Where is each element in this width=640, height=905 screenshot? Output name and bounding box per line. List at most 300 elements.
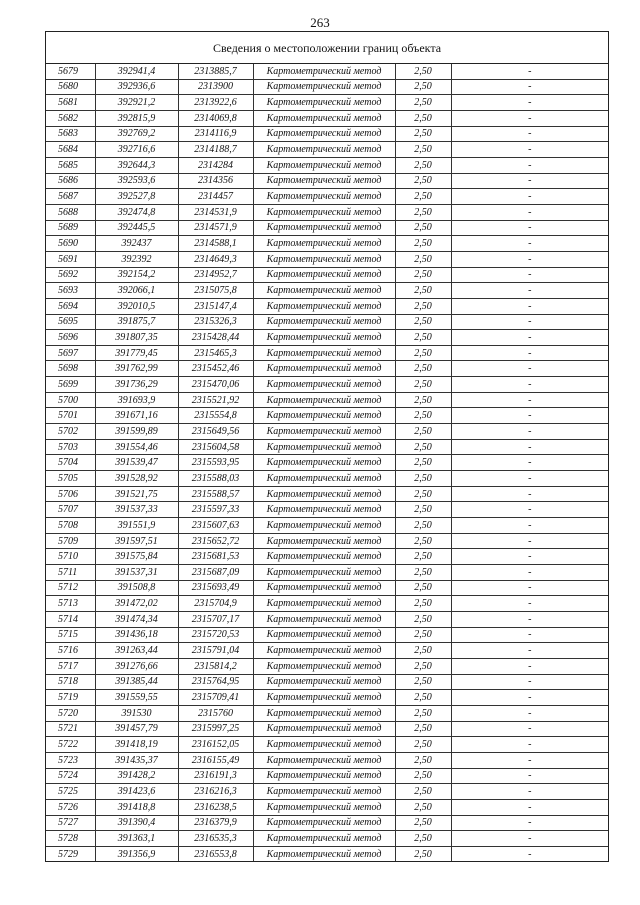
point-number-cell: 5690 xyxy=(46,236,95,252)
description-cell: - xyxy=(451,439,608,455)
y-coordinate-cell: 2315428,44 xyxy=(178,330,253,346)
point-number-cell: 5681 xyxy=(46,95,95,111)
description-cell: - xyxy=(451,220,608,236)
precision-cell: 2,50 xyxy=(395,236,451,252)
point-number-cell: 5694 xyxy=(46,298,95,314)
point-number-cell: 5720 xyxy=(46,705,95,721)
precision-cell: 2,50 xyxy=(395,627,451,643)
table-row xyxy=(46,674,608,690)
description-cell: - xyxy=(451,643,608,659)
precision-cell: 2,50 xyxy=(395,361,451,377)
table-row xyxy=(46,424,608,440)
y-coordinate-cell: 2316152,05 xyxy=(178,737,253,753)
point-number-cell: 5696 xyxy=(46,330,95,346)
table-row xyxy=(46,283,608,299)
description-cell: - xyxy=(451,674,608,690)
table-row xyxy=(46,846,608,861)
table-row xyxy=(46,502,608,518)
precision-cell: 2,50 xyxy=(395,64,451,79)
description-cell: - xyxy=(451,408,608,424)
point-number-cell: 5685 xyxy=(46,157,95,173)
table-row xyxy=(46,690,608,706)
point-number-cell: 5716 xyxy=(46,643,95,659)
y-coordinate-cell: 2316238,5 xyxy=(178,799,253,815)
x-coordinate-cell: 392527,8 xyxy=(95,189,178,205)
precision-cell: 2,50 xyxy=(395,502,451,518)
table-row xyxy=(46,705,608,721)
description-cell: - xyxy=(451,486,608,502)
precision-cell: 2,50 xyxy=(395,110,451,126)
table-row xyxy=(46,549,608,565)
description-cell: - xyxy=(451,392,608,408)
y-coordinate-cell: 2314356 xyxy=(178,173,253,189)
point-number-cell: 5723 xyxy=(46,752,95,768)
table-row xyxy=(46,784,608,800)
precision-cell: 2,50 xyxy=(395,799,451,815)
point-number-cell: 5684 xyxy=(46,142,95,158)
precision-cell: 2,50 xyxy=(395,846,451,861)
precision-cell: 2,50 xyxy=(395,283,451,299)
precision-cell: 2,50 xyxy=(395,424,451,440)
precision-cell: 2,50 xyxy=(395,314,451,330)
x-coordinate-cell: 391474,34 xyxy=(95,611,178,627)
point-number-cell: 5718 xyxy=(46,674,95,690)
description-cell: - xyxy=(451,267,608,283)
description-cell: - xyxy=(451,721,608,737)
x-coordinate-cell: 391418,19 xyxy=(95,737,178,753)
x-coordinate-cell: 391276,66 xyxy=(95,658,178,674)
description-cell: - xyxy=(451,110,608,126)
point-number-cell: 5701 xyxy=(46,408,95,424)
y-coordinate-cell: 2315147,4 xyxy=(178,298,253,314)
y-coordinate-cell: 2316191,3 xyxy=(178,768,253,784)
description-cell: - xyxy=(451,126,608,142)
x-coordinate-cell: 392392 xyxy=(95,251,178,267)
method-cell: Картометрический метод xyxy=(253,596,395,612)
table-row xyxy=(46,518,608,534)
table-row xyxy=(46,611,608,627)
description-cell: - xyxy=(451,236,608,252)
x-coordinate-cell: 392066,1 xyxy=(95,283,178,299)
table-row xyxy=(46,361,608,377)
description-cell: - xyxy=(451,565,608,581)
method-cell: Картометрический метод xyxy=(253,392,395,408)
precision-cell: 2,50 xyxy=(395,549,451,565)
precision-cell: 2,50 xyxy=(395,95,451,111)
y-coordinate-cell: 2314952,7 xyxy=(178,267,253,283)
y-coordinate-cell: 2315452,46 xyxy=(178,361,253,377)
method-cell: Картометрический метод xyxy=(253,95,395,111)
method-cell: Картометрический метод xyxy=(253,267,395,283)
x-coordinate-cell: 391762,99 xyxy=(95,361,178,377)
table-row xyxy=(46,189,608,205)
point-number-cell: 5689 xyxy=(46,220,95,236)
table-row xyxy=(46,533,608,549)
point-number-cell: 5725 xyxy=(46,784,95,800)
method-cell: Картометрический метод xyxy=(253,110,395,126)
table-row xyxy=(46,627,608,643)
point-number-cell: 5688 xyxy=(46,204,95,220)
method-cell: Картометрический метод xyxy=(253,64,395,79)
method-cell: Картометрический метод xyxy=(253,674,395,690)
method-cell: Картометрический метод xyxy=(253,831,395,847)
precision-cell: 2,50 xyxy=(395,737,451,753)
point-number-cell: 5699 xyxy=(46,377,95,393)
description-cell: - xyxy=(451,752,608,768)
method-cell: Картометрический метод xyxy=(253,580,395,596)
x-coordinate-cell: 392010,5 xyxy=(95,298,178,314)
method-cell: Картометрический метод xyxy=(253,189,395,205)
description-cell: - xyxy=(451,79,608,95)
description-cell: - xyxy=(451,831,608,847)
method-cell: Картометрический метод xyxy=(253,768,395,784)
table-row xyxy=(46,799,608,815)
precision-cell: 2,50 xyxy=(395,721,451,737)
table-row xyxy=(46,95,608,111)
method-cell: Картометрический метод xyxy=(253,439,395,455)
method-cell: Картометрический метод xyxy=(253,157,395,173)
y-coordinate-cell: 2315604,58 xyxy=(178,439,253,455)
point-number-cell: 5682 xyxy=(46,110,95,126)
precision-cell: 2,50 xyxy=(395,455,451,471)
point-number-cell: 5728 xyxy=(46,831,95,847)
description-cell: - xyxy=(451,627,608,643)
y-coordinate-cell: 2315554,8 xyxy=(178,408,253,424)
x-coordinate-cell: 391554,46 xyxy=(95,439,178,455)
description-cell: - xyxy=(451,455,608,471)
point-number-cell: 5698 xyxy=(46,361,95,377)
x-coordinate-cell: 391537,33 xyxy=(95,502,178,518)
point-number-cell: 5727 xyxy=(46,815,95,831)
point-number-cell: 5705 xyxy=(46,471,95,487)
point-number-cell: 5726 xyxy=(46,799,95,815)
y-coordinate-cell: 2315652,72 xyxy=(178,533,253,549)
precision-cell: 2,50 xyxy=(395,784,451,800)
description-cell: - xyxy=(451,95,608,111)
x-coordinate-cell: 391807,35 xyxy=(95,330,178,346)
y-coordinate-cell: 2314116,9 xyxy=(178,126,253,142)
description-cell: - xyxy=(451,533,608,549)
table-row xyxy=(46,126,608,142)
method-cell: Картометрический метод xyxy=(253,330,395,346)
method-cell: Картометрический метод xyxy=(253,737,395,753)
table-row xyxy=(46,251,608,267)
y-coordinate-cell: 2315693,49 xyxy=(178,580,253,596)
x-coordinate-cell: 391875,7 xyxy=(95,314,178,330)
x-coordinate-cell: 392445,5 xyxy=(95,220,178,236)
description-cell: - xyxy=(451,283,608,299)
table-row xyxy=(46,439,608,455)
description-cell: - xyxy=(451,157,608,173)
x-coordinate-cell: 391356,9 xyxy=(95,846,178,861)
y-coordinate-cell: 2315764,95 xyxy=(178,674,253,690)
x-coordinate-cell: 391521,75 xyxy=(95,486,178,502)
table-row xyxy=(46,721,608,737)
point-number-cell: 5722 xyxy=(46,737,95,753)
y-coordinate-cell: 2315709,41 xyxy=(178,690,253,706)
y-coordinate-cell: 2316553,8 xyxy=(178,846,253,861)
method-cell: Картометрический метод xyxy=(253,533,395,549)
x-coordinate-cell: 391363,1 xyxy=(95,831,178,847)
method-cell: Картометрический метод xyxy=(253,784,395,800)
point-number-cell: 5680 xyxy=(46,79,95,95)
x-coordinate-cell: 391435,37 xyxy=(95,752,178,768)
method-cell: Картометрический метод xyxy=(253,455,395,471)
x-coordinate-cell: 391599,89 xyxy=(95,424,178,440)
table-row xyxy=(46,79,608,95)
description-cell: - xyxy=(451,737,608,753)
method-cell: Картометрический метод xyxy=(253,658,395,674)
method-cell: Картометрический метод xyxy=(253,173,395,189)
point-number-cell: 5700 xyxy=(46,392,95,408)
table-row xyxy=(46,643,608,659)
precision-cell: 2,50 xyxy=(395,565,451,581)
x-coordinate-cell: 392921,2 xyxy=(95,95,178,111)
description-cell: - xyxy=(451,345,608,361)
method-cell: Картометрический метод xyxy=(253,502,395,518)
page-number: 263 xyxy=(310,15,330,30)
point-number-cell: 5717 xyxy=(46,658,95,674)
method-cell: Картометрический метод xyxy=(253,518,395,534)
x-coordinate-cell: 392474,8 xyxy=(95,204,178,220)
point-number-cell: 5691 xyxy=(46,251,95,267)
table-row xyxy=(46,768,608,784)
point-number-cell: 5704 xyxy=(46,455,95,471)
y-coordinate-cell: 2315607,63 xyxy=(178,518,253,534)
x-coordinate-cell: 391539,47 xyxy=(95,455,178,471)
precision-cell: 2,50 xyxy=(395,173,451,189)
y-coordinate-cell: 2314571,9 xyxy=(178,220,253,236)
method-cell: Картометрический метод xyxy=(253,220,395,236)
y-coordinate-cell: 2315814,2 xyxy=(178,658,253,674)
method-cell: Картометрический метод xyxy=(253,611,395,627)
x-coordinate-cell: 391575,84 xyxy=(95,549,178,565)
y-coordinate-cell: 2315521,92 xyxy=(178,392,253,408)
table-row xyxy=(46,330,608,346)
method-cell: Картометрический метод xyxy=(253,565,395,581)
table-row xyxy=(46,64,608,79)
x-coordinate-cell: 391418,8 xyxy=(95,799,178,815)
precision-cell: 2,50 xyxy=(395,486,451,502)
point-number-cell: 5706 xyxy=(46,486,95,502)
method-cell: Картометрический метод xyxy=(253,799,395,815)
table-row xyxy=(46,831,608,847)
precision-cell: 2,50 xyxy=(395,330,451,346)
precision-cell: 2,50 xyxy=(395,768,451,784)
x-coordinate-cell: 392769,2 xyxy=(95,126,178,142)
x-coordinate-cell: 391385,44 xyxy=(95,674,178,690)
table-row xyxy=(46,220,608,236)
x-coordinate-cell: 391508,8 xyxy=(95,580,178,596)
point-number-cell: 5692 xyxy=(46,267,95,283)
table-row xyxy=(46,110,608,126)
x-coordinate-cell: 391559,55 xyxy=(95,690,178,706)
description-cell: - xyxy=(451,518,608,534)
precision-cell: 2,50 xyxy=(395,79,451,95)
table-row xyxy=(46,345,608,361)
y-coordinate-cell: 2313922,6 xyxy=(178,95,253,111)
y-coordinate-cell: 2314284 xyxy=(178,157,253,173)
precision-cell: 2,50 xyxy=(395,157,451,173)
precision-cell: 2,50 xyxy=(395,831,451,847)
method-cell: Картометрический метод xyxy=(253,721,395,737)
description-cell: - xyxy=(451,314,608,330)
x-coordinate-cell: 391736,29 xyxy=(95,377,178,393)
y-coordinate-cell: 2315707,17 xyxy=(178,611,253,627)
x-coordinate-cell: 391472,02 xyxy=(95,596,178,612)
y-coordinate-cell: 2314069,8 xyxy=(178,110,253,126)
y-coordinate-cell: 2315597,33 xyxy=(178,502,253,518)
method-cell: Картометрический метод xyxy=(253,408,395,424)
precision-cell: 2,50 xyxy=(395,298,451,314)
precision-cell: 2,50 xyxy=(395,377,451,393)
point-number-cell: 5707 xyxy=(46,502,95,518)
precision-cell: 2,50 xyxy=(395,674,451,690)
point-number-cell: 5697 xyxy=(46,345,95,361)
y-coordinate-cell: 2314188,7 xyxy=(178,142,253,158)
description-cell: - xyxy=(451,298,608,314)
table-row xyxy=(46,392,608,408)
point-number-cell: 5713 xyxy=(46,596,95,612)
table-row xyxy=(46,737,608,753)
description-cell: - xyxy=(451,502,608,518)
method-cell: Картометрический метод xyxy=(253,283,395,299)
description-cell: - xyxy=(451,189,608,205)
description-cell: - xyxy=(451,330,608,346)
x-coordinate-cell: 391428,2 xyxy=(95,768,178,784)
precision-cell: 2,50 xyxy=(395,690,451,706)
description-cell: - xyxy=(451,471,608,487)
table-row xyxy=(46,204,608,220)
method-cell: Картометрический метод xyxy=(253,643,395,659)
table-row xyxy=(46,815,608,831)
x-coordinate-cell: 392154,2 xyxy=(95,267,178,283)
point-number-cell: 5709 xyxy=(46,533,95,549)
precision-cell: 2,50 xyxy=(395,580,451,596)
x-coordinate-cell: 391597,51 xyxy=(95,533,178,549)
precision-cell: 2,50 xyxy=(395,220,451,236)
table-row xyxy=(46,173,608,189)
description-cell: - xyxy=(451,799,608,815)
point-number-cell: 5683 xyxy=(46,126,95,142)
x-coordinate-cell: 392644,3 xyxy=(95,157,178,173)
coordinates-table-body xyxy=(46,64,608,861)
y-coordinate-cell: 2316155,49 xyxy=(178,752,253,768)
point-number-cell: 5724 xyxy=(46,768,95,784)
description-cell: - xyxy=(451,690,608,706)
method-cell: Картометрический метод xyxy=(253,377,395,393)
method-cell: Картометрический метод xyxy=(253,815,395,831)
y-coordinate-cell: 2314531,9 xyxy=(178,204,253,220)
description-cell: - xyxy=(451,768,608,784)
y-coordinate-cell: 2315997,25 xyxy=(178,721,253,737)
y-coordinate-cell: 2315687,09 xyxy=(178,565,253,581)
precision-cell: 2,50 xyxy=(395,471,451,487)
x-coordinate-cell: 391423,6 xyxy=(95,784,178,800)
table-row xyxy=(46,267,608,283)
x-coordinate-cell: 391530 xyxy=(95,705,178,721)
table-row xyxy=(46,471,608,487)
table-row xyxy=(46,455,608,471)
table-row xyxy=(46,377,608,393)
precision-cell: 2,50 xyxy=(395,643,451,659)
point-number-cell: 5729 xyxy=(46,846,95,861)
method-cell: Картометрический метод xyxy=(253,361,395,377)
y-coordinate-cell: 2313885,7 xyxy=(178,64,253,79)
description-cell: - xyxy=(451,784,608,800)
coordinates-table xyxy=(46,64,608,861)
description-cell: - xyxy=(451,658,608,674)
method-cell: Картометрический метод xyxy=(253,314,395,330)
y-coordinate-cell: 2315791,04 xyxy=(178,643,253,659)
method-cell: Картометрический метод xyxy=(253,126,395,142)
point-number-cell: 5679 xyxy=(58,65,78,77)
y-coordinate-cell: 2315588,57 xyxy=(178,486,253,502)
y-coordinate-cell: 2315326,3 xyxy=(178,314,253,330)
precision-cell: 2,50 xyxy=(395,752,451,768)
y-coordinate-cell: 2316535,3 xyxy=(178,831,253,847)
x-coordinate-cell: 392437 xyxy=(95,236,178,252)
x-coordinate-cell: 392593,6 xyxy=(95,173,178,189)
y-coordinate-cell: 2314649,3 xyxy=(178,251,253,267)
y-coordinate-cell: 2315681,53 xyxy=(178,549,253,565)
description-cell: - xyxy=(451,361,608,377)
method-cell: Картометрический метод xyxy=(253,549,395,565)
y-coordinate-cell: 2315720,53 xyxy=(178,627,253,643)
precision-cell: 2,50 xyxy=(395,126,451,142)
point-number-cell: 5703 xyxy=(46,439,95,455)
y-coordinate-cell: 2315588,03 xyxy=(178,471,253,487)
method-cell: Картометрический метод xyxy=(253,705,395,721)
description-cell: - xyxy=(451,64,608,79)
description-cell: - xyxy=(451,596,608,612)
table-row xyxy=(46,658,608,674)
method-cell: Картометрический метод xyxy=(253,236,395,252)
x-coordinate-cell: 391693,9 xyxy=(95,392,178,408)
method-cell: Картометрический метод xyxy=(253,204,395,220)
description-cell: - xyxy=(451,251,608,267)
description-cell: - xyxy=(451,815,608,831)
precision-cell: 2,50 xyxy=(395,267,451,283)
description-cell: - xyxy=(451,142,608,158)
precision-cell: 2,50 xyxy=(395,658,451,674)
table-row xyxy=(46,752,608,768)
method-cell: Картометрический метод xyxy=(253,298,395,314)
table-row xyxy=(46,157,608,173)
y-coordinate-cell: 2314457 xyxy=(178,189,253,205)
method-cell: Картометрический метод xyxy=(253,471,395,487)
y-coordinate-cell: 2314588,1 xyxy=(178,236,253,252)
point-number-cell: 5693 xyxy=(46,283,95,299)
description-cell: - xyxy=(451,705,608,721)
precision-cell: 2,50 xyxy=(395,439,451,455)
method-cell: Картометрический метод xyxy=(253,486,395,502)
precision-cell: 2,50 xyxy=(395,251,451,267)
method-cell: Картометрический метод xyxy=(253,251,395,267)
table-row xyxy=(46,314,608,330)
precision-cell: 2,50 xyxy=(395,204,451,220)
y-coordinate-cell: 2315465,3 xyxy=(178,345,253,361)
description-cell: - xyxy=(451,611,608,627)
method-cell: Картометрический метод xyxy=(253,752,395,768)
precision-cell: 2,50 xyxy=(395,596,451,612)
point-number-cell: 5719 xyxy=(46,690,95,706)
precision-cell: 2,50 xyxy=(395,408,451,424)
point-number-cell: 5695 xyxy=(46,314,95,330)
x-coordinate-cell: 391671,16 xyxy=(95,408,178,424)
table-row xyxy=(46,298,608,314)
precision-cell: 2,50 xyxy=(395,518,451,534)
